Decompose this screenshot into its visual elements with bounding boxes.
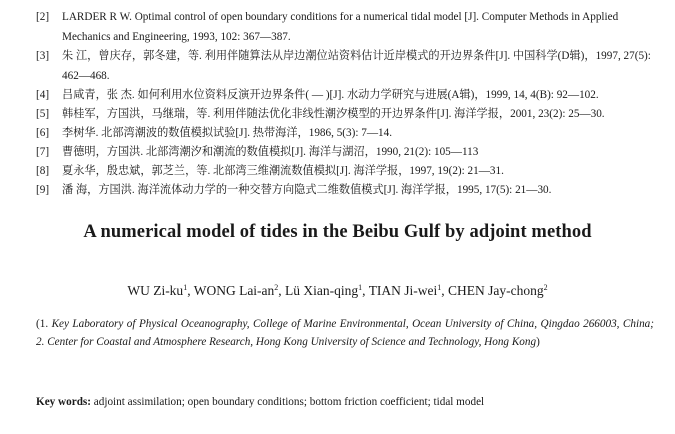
reference-number: [4] — [36, 89, 50, 101]
author-affiliation-mark: 2 — [274, 283, 279, 292]
reference-item — [36, 47, 656, 86]
paper-title: A numerical model of tides in the Beibu Gulf by adjoint method — [83, 222, 592, 242]
keywords — [36, 396, 656, 408]
author-affiliation-mark: 1 — [437, 283, 442, 292]
reference-text: 吕咸青，张 杰. 如何利用水位资料反演开边界条件( — )[J]. 水动力学研究与进展(A辑)，1999, 14, 4(B): 92—102. — [62, 89, 599, 101]
reference-item — [36, 86, 656, 105]
author-affiliation-mark: 1 — [183, 283, 188, 292]
reference-number: [2] — [36, 11, 50, 23]
reference-number: [6] — [36, 126, 50, 139]
keywords-text: adjoint assimilation; open boundary conditions; bottom friction coefficient; tidal model — [91, 396, 485, 408]
affiliation-open: (1. — [36, 318, 52, 330]
reference-item — [36, 162, 656, 181]
reference-number: [7] — [36, 145, 50, 158]
affiliation — [36, 315, 654, 352]
affiliation-text: Key Laboratory of Physical Oceanography, College of Marine Environmental, Ocean University of China, Qingdao 266003, China; 2. Center for Coastal and Atmosphere Research, Hong Kong University of Science and Technology, Hong Kong — [36, 318, 654, 349]
reference-item — [36, 181, 656, 200]
reference-text: 夏永华，殷忠斌，郭芝兰，等. 北部湾三维潮流数值模拟[J]. 海洋学报，1997, 19(2): 21—31. — [62, 164, 504, 177]
reference-text: 潘 海，方国洪. 海洋流体动力学的一种交替方向隐式二维数值模式[J]. 海洋学报，1995, 17(5): 21—30. — [62, 183, 552, 196]
author-affiliation-mark: 1 — [358, 283, 363, 292]
reference-item — [36, 8, 656, 47]
author-name: Lü Xian-qing — [285, 283, 359, 298]
author-separator: , — [278, 283, 286, 298]
author-affiliation-mark: 2 — [543, 283, 548, 292]
keywords-label: Key words: — [36, 396, 91, 408]
reference-number: [5] — [36, 107, 50, 120]
reference-text: 李树华. 北部湾潮波的数值模拟试验[J]. 热带海洋，1986, 5(3): 7—14. — [62, 126, 393, 139]
author-name: WU Zi-ku — [127, 283, 184, 298]
author-name: WONG Lai-an — [193, 283, 275, 298]
author-name: TIAN Ji-wei — [368, 283, 438, 298]
author-name: CHEN Jay-chong — [448, 283, 544, 298]
reference-text: 韩桂军，方国洪，马继瑞，等. 利用伴随法优化非线性潮汐模型的开边界条件[J]. 海洋学报，2001, 23(2): 25—30. — [62, 107, 605, 120]
reference-list — [36, 8, 656, 199]
reference-number: [9] — [36, 183, 50, 196]
reference-number: [3] — [36, 50, 50, 62]
affiliation-close: ) — [536, 336, 540, 349]
reference-item — [36, 124, 656, 143]
reference-text: 曹德明，方国洪. 北部湾潮汐和潮流的数值模拟[J]. 海洋与湖沼，1990, 21(2): 105—113 — [62, 145, 479, 158]
reference-item — [36, 143, 656, 162]
author-separator: , — [187, 283, 194, 298]
author-list — [0, 283, 675, 299]
author-separator: , — [362, 283, 369, 298]
reference-item — [36, 105, 656, 124]
reference-number: [8] — [36, 164, 50, 177]
reference-text: 朱 江，曾庆存，郭冬建，等. 利用伴随算法从岸边潮位站资料估计近岸模式的开边界条件[J]. 中国科学(D辑)，1997, 27(5): 462—468. — [62, 50, 651, 82]
author-separator: , — [441, 283, 449, 298]
reference-text: LARDER R W. Optimal control of open boundary conditions for a numerical tidal model [J]. Computer Methods in Applied Mechanics and Engineering, 1993, 102: 367—387. — [62, 11, 619, 43]
